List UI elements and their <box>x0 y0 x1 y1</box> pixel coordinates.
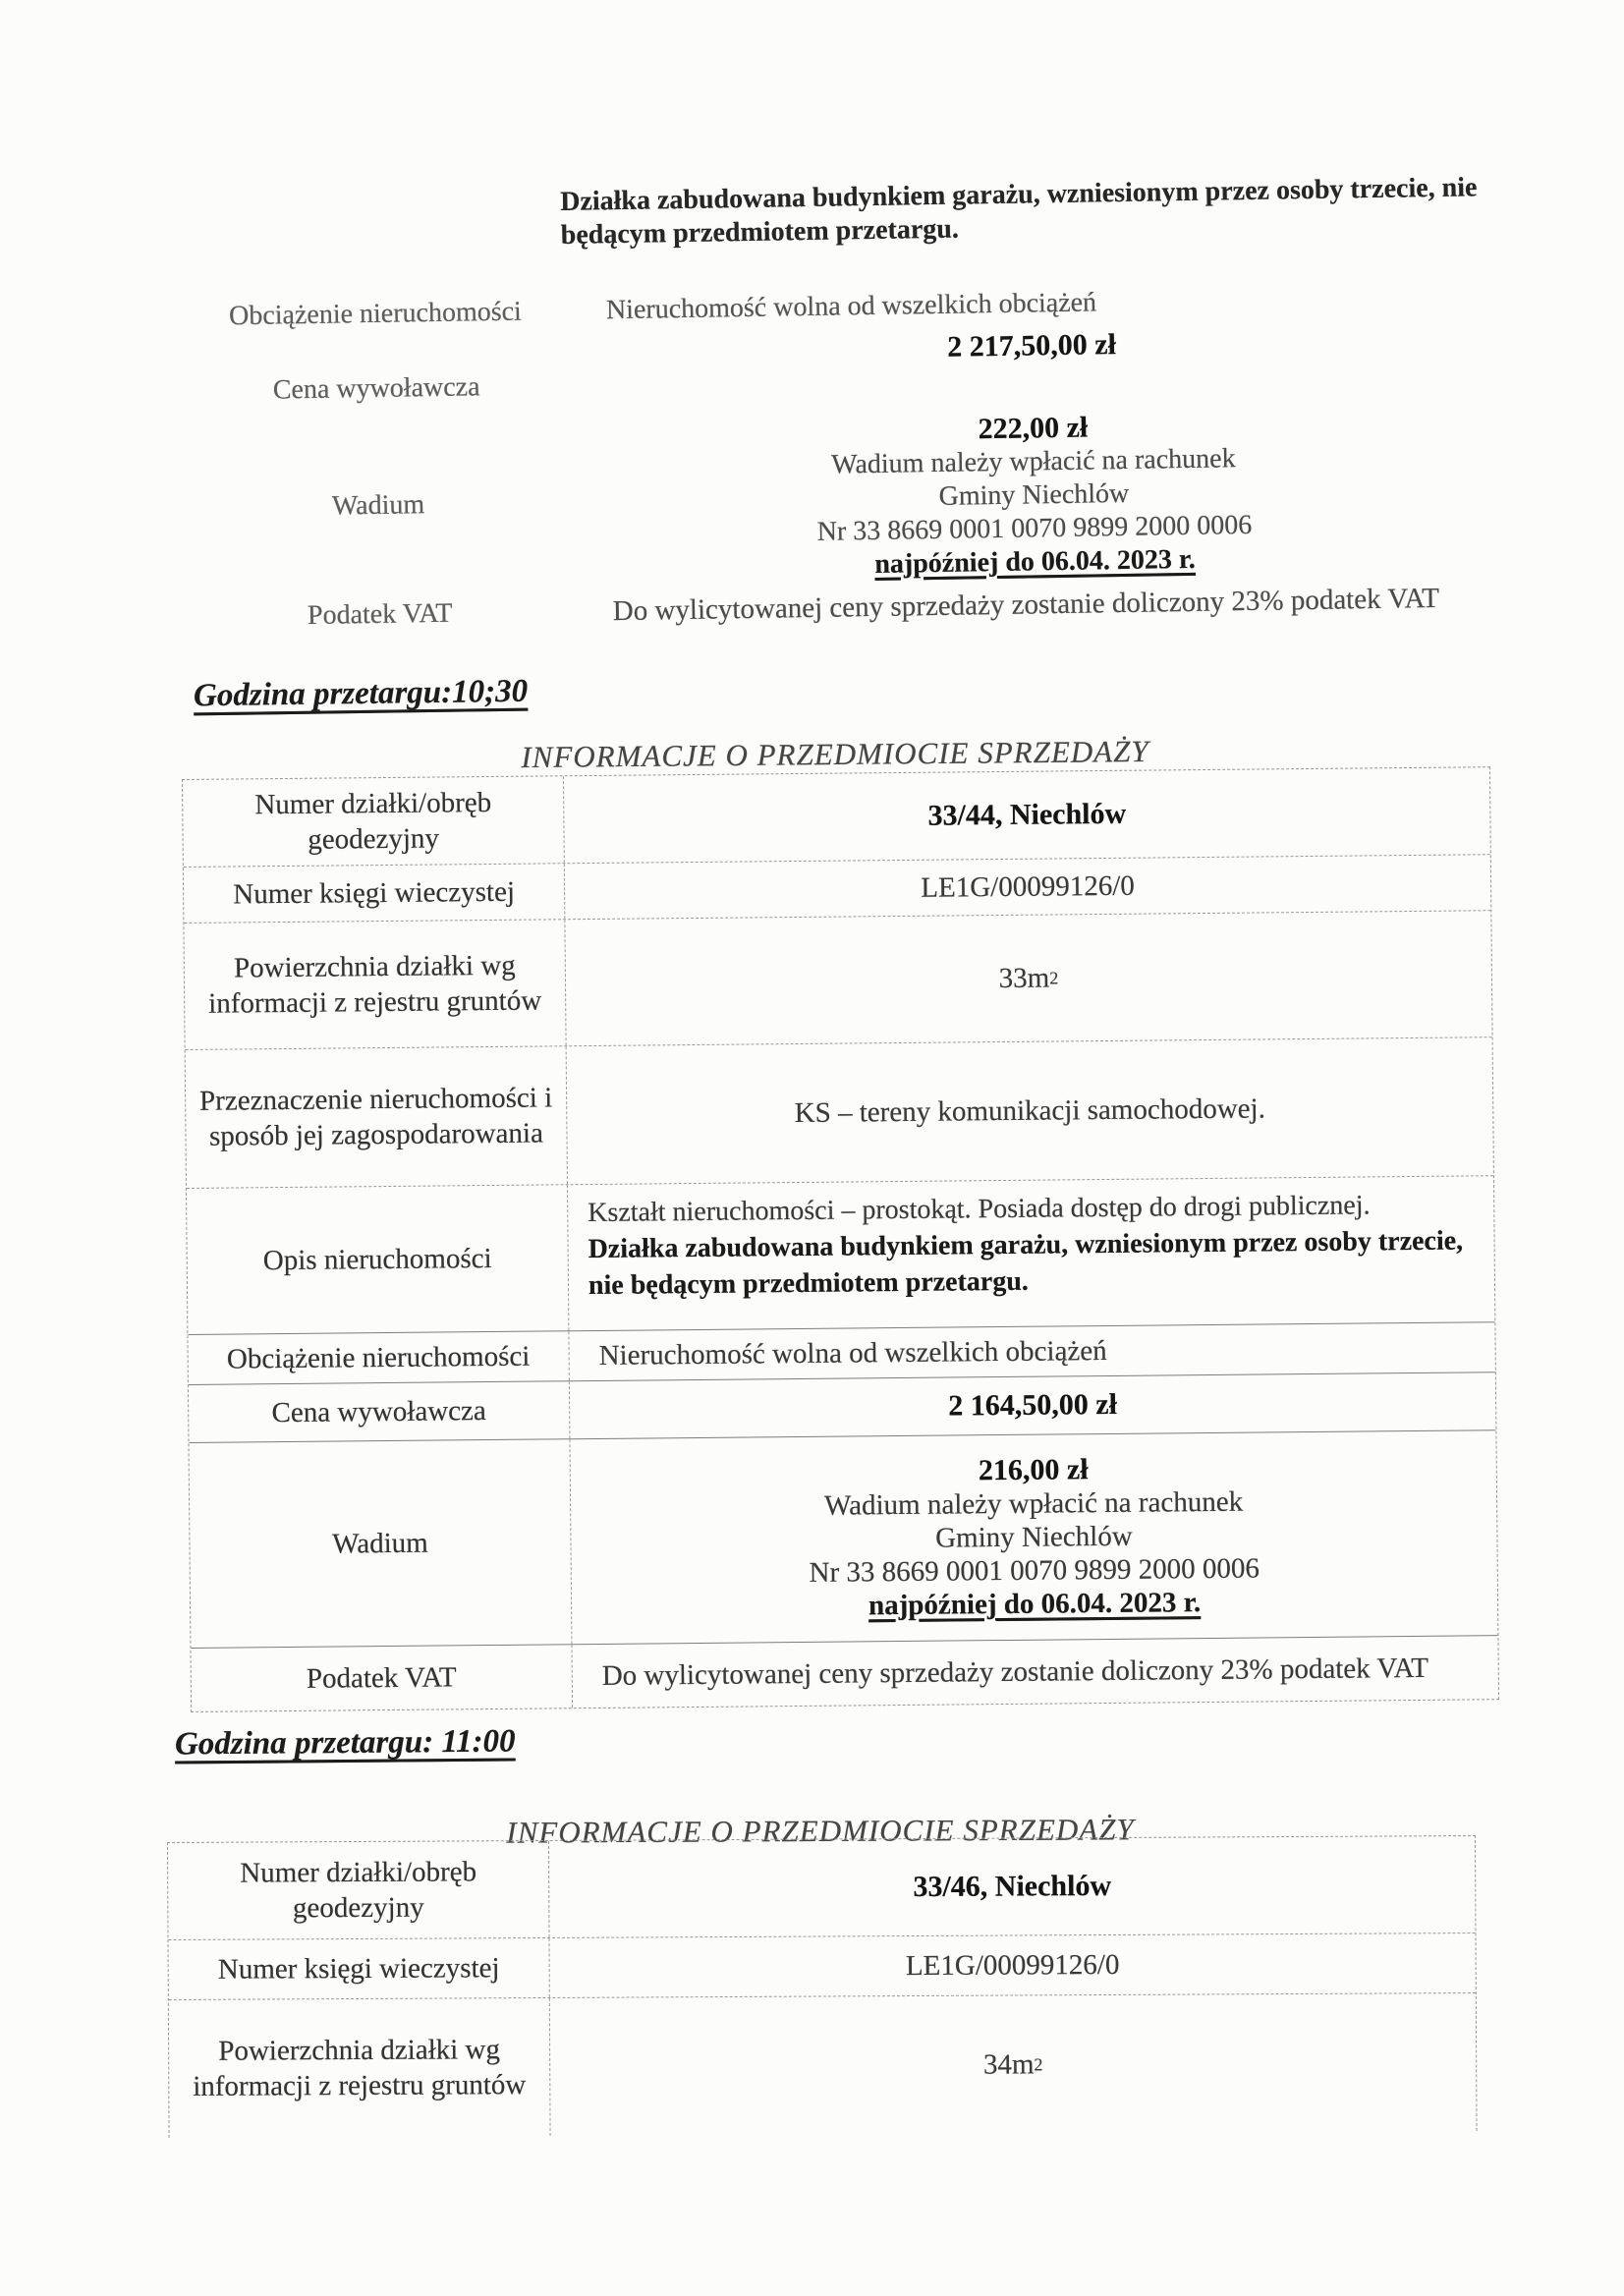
starting-price-label: Cena wywoławcza <box>272 371 480 406</box>
vat-value: Do wylicytowanej ceny sprzedaży zostanie doliczony 23% podatek VAT <box>601 1652 1429 1692</box>
purpose-value: KS – tereny komunikacji samochodowej. <box>794 1092 1266 1130</box>
table-row-plot-number <box>168 1836 1475 1939</box>
vat-label: Podatek VAT <box>307 597 453 632</box>
table1-title: INFORMACJE O PRZEDMIOCIE SPRZEDAŻY <box>521 733 1149 775</box>
encumbrance-value: Nieruchomość wolna od wszelkich obciążeń <box>605 287 1097 326</box>
deposit-deadline: najpóźniej do 06.04. 2023 r. <box>874 543 1196 580</box>
area-value: 34m <box>982 2048 1035 2081</box>
starting-price-value: 2 164,50,00 zł <box>948 1387 1118 1423</box>
top-empty-label <box>182 187 524 258</box>
table-row-area <box>184 910 1491 1049</box>
deposit-account-number: Nr 33 8669 0001 0070 9899 2000 0006 <box>809 1552 1260 1589</box>
deposit-line: Wadium należy wpłacić na rachunek <box>831 443 1236 480</box>
sale-info-table-2 <box>167 1835 1478 2138</box>
top-row-description <box>182 171 1494 258</box>
plot-number-label: Numer działki/obręb geodezyjny <box>168 1841 550 1939</box>
area-label: Powierzchnia działki wg informacji z rejestru gruntów <box>184 920 566 1049</box>
top-continuation-section <box>182 171 1500 635</box>
encumbrance-label: Obciążenie nieruchomości <box>188 1331 569 1384</box>
description-normal-text: Kształt nieruchomości – prostokąt. Posiada dostęp do drogi publicznej. <box>588 1190 1371 1229</box>
purpose-label: Przeznaczenie nieruchomości i sposób jej zagospodarowania <box>186 1046 568 1188</box>
description-bold-text: Działka zabudowana budynkiem garażu, wzniesionym przez osoby trzecie, nie będącym przedmiotem przetargu. <box>588 1225 1464 1302</box>
table-row-land-register <box>169 1932 1476 1999</box>
land-register-label: Numer księgi wieczystej <box>169 1938 550 1999</box>
deposit-account-number: Nr 33 8669 0001 0070 9899 2000 0006 <box>816 509 1253 547</box>
table-row-vat <box>191 1635 1498 1711</box>
table-row-description <box>187 1175 1494 1334</box>
deposit-amount: 216,00 zł <box>978 1453 1089 1487</box>
land-register-value: LE1G/00099126/0 <box>921 869 1135 904</box>
vat-value: Do wylicytowanej ceny sprzedaży zostanie doliczony 23% podatek VAT <box>612 582 1440 628</box>
deposit-deadline: najpóźniej do 06.04. 2023 r. <box>868 1587 1202 1622</box>
top-description-text: Działka zabudowana budynkiem garażu, wzniesionym przez osoby trzecie, nie będącym przedmiotem przetargu. <box>559 172 1478 251</box>
deposit-line: Gminy Niechlów <box>935 1520 1133 1554</box>
deposit-label: Wadium <box>331 489 425 522</box>
auction-time-2: Godzina przetargu: 11:00 <box>174 1723 516 1763</box>
auction-time-1: Godzina przetargu:10;30 <box>193 673 529 714</box>
plot-number-value: 33/46, Niechlów <box>913 1869 1112 1904</box>
vat-label: Podatek VAT <box>191 1645 573 1711</box>
deposit-label: Wadium <box>189 1439 572 1648</box>
plot-number-label: Numer działki/obręb geodezyjny <box>183 776 565 867</box>
encumbrance-value: Nieruchomość wolna od wszelkich obciążeń <box>598 1334 1107 1372</box>
sale-info-table-1 <box>182 766 1499 1712</box>
starting-price-value: 2 217,50,00 zł <box>946 328 1117 364</box>
land-register-label: Numer księgi wieczystej <box>184 864 566 923</box>
top-row-vat <box>189 582 1500 635</box>
starting-price-label: Cena wywoławcza <box>189 1381 571 1442</box>
deposit-line: Gminy Niechlów <box>938 477 1130 512</box>
area-label: Powierzchnia działki wg informacji z rejestru gruntów <box>169 1998 551 2138</box>
land-register-value: LE1G/00099126/0 <box>905 1948 1120 1983</box>
description-label: Opis nieruchomości <box>187 1185 569 1334</box>
encumbrance-label: Obciążenie nieruchomości <box>228 296 523 332</box>
area-value: 33m <box>998 962 1050 995</box>
deposit-line: Wadium należy wpłacić na rachunek <box>823 1485 1244 1522</box>
plot-number-value: 33/44, Niechlów <box>927 797 1127 832</box>
top-row-deposit <box>186 405 1500 592</box>
table2-title: INFORMACJE O PRZEDMIOCIE SPRZEDAŻY <box>506 1812 1135 1850</box>
table-row-area <box>169 1992 1477 2138</box>
table-row-plot-number <box>183 767 1490 867</box>
table-row-deposit <box>189 1429 1497 1648</box>
table-row-purpose <box>186 1036 1493 1188</box>
deposit-amount: 222,00 zł <box>978 411 1089 446</box>
